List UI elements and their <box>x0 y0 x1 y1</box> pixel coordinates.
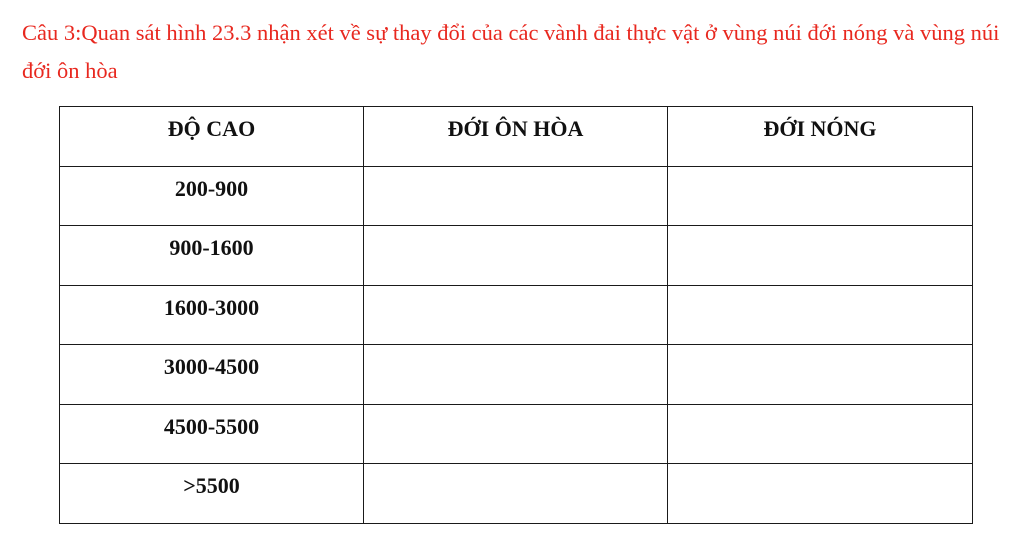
table-row <box>60 345 973 405</box>
table-row <box>60 226 973 286</box>
temperate-cell[interactable] <box>364 226 668 286</box>
tropical-cell[interactable] <box>668 226 973 286</box>
header-tropical-zone: ĐỚI NÓNG <box>668 107 973 167</box>
tropical-cell[interactable] <box>668 166 973 226</box>
tropical-cell[interactable] <box>668 285 973 345</box>
table-row <box>60 464 973 524</box>
altitude-cell: 4500-5500 <box>60 404 364 464</box>
header-temperate-zone: ĐỚI ÔN HÒA <box>364 107 668 167</box>
altitude-vegetation-table <box>59 106 973 524</box>
temperate-cell[interactable] <box>364 285 668 345</box>
altitude-cell: 900-1600 <box>60 226 364 286</box>
temperate-cell[interactable] <box>364 345 668 405</box>
altitude-cell: 1600-3000 <box>60 285 364 345</box>
altitude-cell: 200-900 <box>60 166 364 226</box>
table-header-row <box>60 107 973 167</box>
table-row <box>60 166 973 226</box>
question-text: Câu 3:Quan sát hình 23.3 nhận xét về sự thay đổi của các vành đai thực vật ở vùng núi đới nóng và vùng núi đới ôn hòa <box>22 20 1000 83</box>
tropical-cell[interactable] <box>668 464 973 524</box>
tropical-cell[interactable] <box>668 404 973 464</box>
altitude-cell: >5500 <box>60 464 364 524</box>
table-row <box>60 285 973 345</box>
temperate-cell[interactable] <box>364 166 668 226</box>
temperate-cell[interactable] <box>364 404 668 464</box>
altitude-cell: 3000-4500 <box>60 345 364 405</box>
tropical-cell[interactable] <box>668 345 973 405</box>
temperate-cell[interactable] <box>364 464 668 524</box>
table-row <box>60 404 973 464</box>
header-altitude: ĐỘ CAO <box>60 107 364 167</box>
